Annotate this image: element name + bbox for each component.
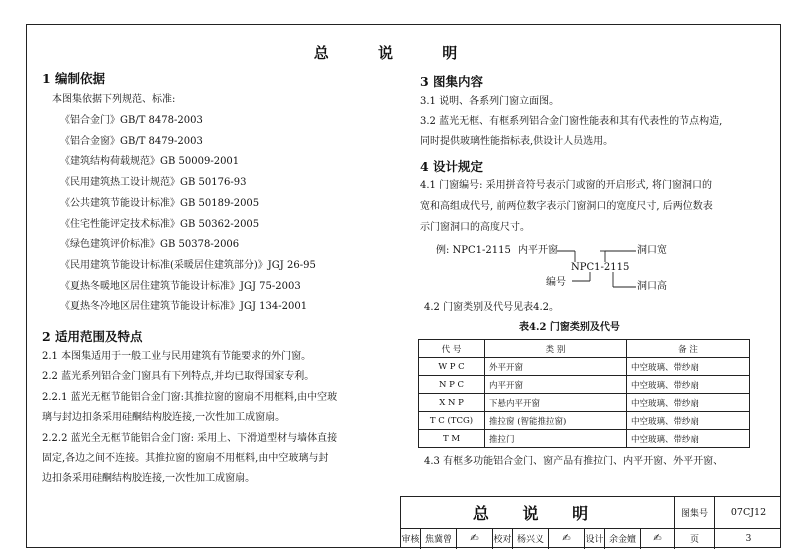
standard-item: 《民用建筑节能设计标准(采暖居住建筑部分)》JGJ 26-95 — [60, 259, 316, 271]
page-number: 3 — [745, 533, 752, 544]
table-cell: 中空玻璃、带纱扇 — [627, 394, 750, 412]
section-2-line: 边扣条采用硅酮结构胶连接,一次性加工成窗扇。 — [42, 473, 256, 485]
table-cell: 推拉窗 (智能推拉窗) — [485, 412, 627, 430]
table-cell: N P C — [419, 376, 485, 394]
table-cell: 中空玻璃、带纱扇 — [627, 412, 750, 430]
table-caption: 表4.2 门窗类别及代号 — [519, 322, 620, 333]
section-1-intro: 本图集依据下列规范、标准: — [52, 94, 176, 105]
standard-item: 《建筑结构荷载规范》GB 50009-2001 — [60, 156, 240, 168]
table-header-cell: 类 别 — [485, 340, 627, 358]
standard-item: 《公共建筑节能设计标准》GB 50189-2005 — [60, 197, 260, 209]
section-3-heading: 3 图集内容 — [420, 74, 484, 89]
table-header-row — [419, 340, 750, 358]
table-cell: 下悬内平开窗 — [485, 394, 627, 412]
line-4-3: 4.3 有框多功能铝合金门、窗产品有推拉门、内平开窗、外平开窗、 — [424, 456, 724, 467]
section-3-line: 3.1 说明、各系列门窗立面图。 — [420, 96, 560, 107]
standard-item: 《铝合金窗》GB/T 8479-2003 — [60, 135, 203, 147]
standard-item: 《铝合金门》GB/T 8478-2003 — [60, 115, 203, 126]
table-row — [419, 358, 750, 376]
section-2-heading: 2 适用范围及特点 — [42, 329, 143, 344]
section-2-line: 固定,各边之间不连接。其推拉窗的窗扇不用框料,由中空玻璃与封 — [42, 453, 329, 464]
section-4-line: 宽和高组成代号, 前两位数字表示门窗洞口的宽度尺寸, 后两位数表 — [420, 201, 713, 212]
reviewer-signature: ✍ — [457, 528, 493, 549]
table-cell: 推拉门 — [485, 430, 627, 448]
section-2-line: 2.2.2 蓝光全无框节能铝合金门窗: 采用上、下滑道型材与墙体直接 — [42, 432, 338, 444]
standard-item: 《民用建筑热工设计规范》GB 50176-93 — [60, 177, 247, 189]
standard-item: 《夏热冬冷地区居住建筑节能设计标准》JGJ 134-2001 — [60, 301, 308, 313]
section-4-line: 4.1 门窗编号: 采用拼音符号表示门或窗的开启形式, 将门窗洞口的 — [420, 180, 712, 191]
section-3-line: 同时提供玻璃性能指标表,供设计人员选用。 — [420, 136, 614, 147]
table-cell: 中空玻璃、带纱扇 — [627, 376, 750, 394]
check-label: 校对 — [493, 528, 513, 549]
atlas-number: 07CJ12 — [730, 507, 767, 518]
table-cell: 中空玻璃、带纱扇 — [627, 430, 750, 448]
page-title: 总 说 明 — [313, 44, 480, 62]
review-label: 审核 — [401, 528, 421, 549]
table-cell: 内平开窗 — [485, 376, 627, 394]
table-row — [419, 376, 750, 394]
table-cell: T C (TCG) — [419, 412, 485, 430]
example-prefix: 例: NPC1-2115 — [436, 245, 511, 256]
section-1-heading: 1 编制依据 — [42, 71, 106, 86]
section-4-line: 示门窗洞口的高度尺寸。 — [420, 222, 530, 233]
reviewer-name: 焦冀曾 — [421, 528, 457, 549]
section-2-line: 2.2 蓝光系列铝合金门窗具有下列特点,并均已取得国家专利。 — [42, 371, 315, 383]
checker-signature: ✍ — [549, 528, 585, 549]
section-2-line: 2.2.1 蓝光无框节能铝合金门窗:其推拉窗的窗扇不用框料,由中空玻 — [42, 391, 338, 403]
table-cell: T M — [419, 430, 485, 448]
table-row — [419, 412, 750, 430]
title-block-title: 总 说 明 — [401, 497, 675, 528]
standard-item: 《住宅性能评定技术标准》GB 50362-2005 — [60, 218, 260, 230]
standard-item: 《夏热冬暖地区居住建筑节能设计标准》JGJ 75-2003 — [60, 280, 301, 292]
example-number-label: 编号 — [546, 277, 566, 288]
title-block — [400, 496, 781, 548]
design-label: 设计 — [585, 528, 605, 549]
table-header-cell: 代 号 — [419, 340, 485, 358]
table-row — [419, 394, 750, 412]
line-4-2: 4.2 门窗类别及代号见表4.2。 — [424, 302, 559, 313]
section-3-line: 3.2 蓝光无框、有框系列铝合金门窗性能表和其有代表性的节点构造, — [420, 116, 723, 127]
table-header-cell: 备 注 — [627, 340, 750, 358]
designer-name: 余金嬗 — [605, 528, 641, 549]
table-cell: X N P — [419, 394, 485, 412]
example-open-type: 内平开窗 — [518, 245, 558, 256]
section-4-heading: 4 设计规定 — [420, 159, 484, 174]
standard-item: 《绿色建筑评价标准》GB 50378-2006 — [60, 239, 240, 251]
example-code: NPC1-2115 — [571, 262, 630, 273]
page-label: 页 — [675, 528, 715, 549]
table-cell: 外平开窗 — [485, 358, 627, 376]
table-cell: W P C — [419, 358, 485, 376]
example-height-label: 洞口高 — [637, 281, 667, 292]
table-row — [419, 430, 750, 448]
checker-name: 杨兴义 — [513, 528, 549, 549]
section-2-line: 2.1 本图集适用于一般工业与民用建筑有节能要求的外门窗。 — [42, 351, 312, 362]
example-width-label: 洞口宽 — [637, 245, 667, 256]
designer-signature: ✍ — [641, 528, 675, 549]
atlas-number-label: 图集号 — [675, 497, 715, 528]
section-2-line: 璃与封边扣条采用硅酮结构胶连接,一次性加工成窗扇。 — [42, 412, 286, 424]
table-cell: 中空玻璃、带纱扇 — [627, 358, 750, 376]
door-window-table — [418, 339, 750, 448]
